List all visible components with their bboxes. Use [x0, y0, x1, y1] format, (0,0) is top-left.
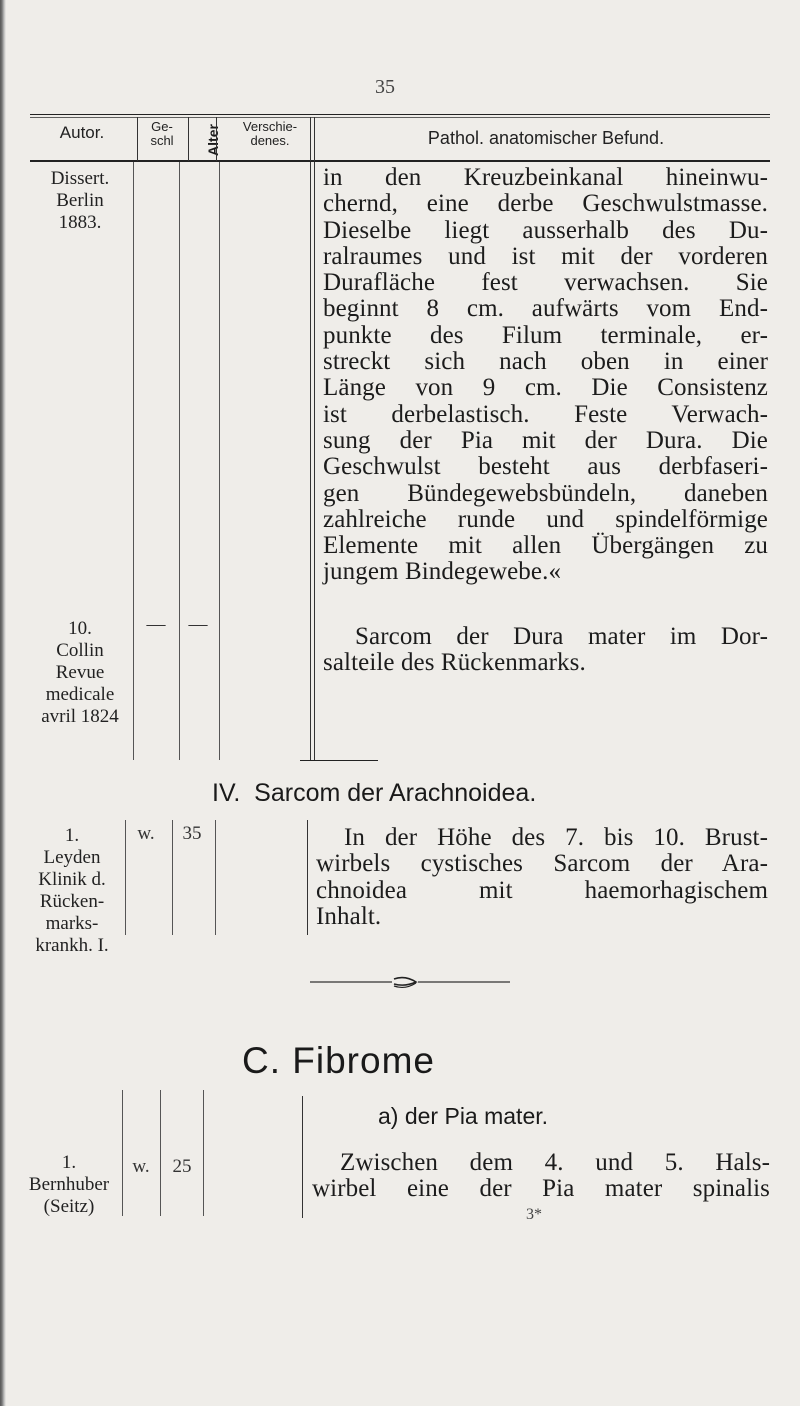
befund-line: streckt sich nach oben in einer — [323, 348, 768, 376]
befund-line: chnoidea mit haemorhagischem — [316, 876, 768, 904]
header-col-divider-4 — [310, 117, 311, 161]
section-iv-heading: IV. Sarcom der Arachnoidea. — [212, 779, 537, 807]
geschlecht-bernhuber: w. — [132, 1156, 150, 1177]
befund-line: Sarcom der Dura mater im Dor- — [355, 623, 768, 650]
geschlecht-collin: — — [146, 614, 166, 635]
row-author-dissert-berlin: Dissert. Berlin 1883. — [50, 168, 110, 233]
header-bottom-rule — [30, 160, 770, 162]
befund-line: zahlreiche runde und spindelförmige — [323, 505, 768, 533]
c-col-divider-3 — [203, 1090, 204, 1216]
befund-line: Zwischen dem 4. und 5. Hals- — [340, 1149, 770, 1176]
alter-leyden: 35 — [182, 823, 202, 844]
befund-line: Inhalt. — [316, 902, 382, 930]
befund-line: gen Bündegewebsbündeln, daneben — [323, 479, 768, 507]
header-col-divider-1 — [137, 117, 138, 161]
page-number: 35 — [375, 76, 395, 98]
befund-line: wirbel eine der Pia mater spinalis — [312, 1175, 770, 1203]
befund-line: sung der Pia mit der Dura. Die — [323, 426, 768, 454]
header-col-divider-3 — [216, 117, 217, 161]
ornamental-divider — [310, 975, 550, 991]
befund-dissert-berlin — [323, 165, 768, 586]
befund-line: Dieselbe liegt ausserhalb des Du- — [323, 216, 768, 244]
table-top-rule — [30, 114, 770, 115]
body-col-divider-3 — [219, 162, 220, 760]
befund-line: punkte des Filum terminale, er- — [323, 321, 768, 349]
c-col-divider-1 — [122, 1090, 123, 1216]
section-end-rule — [300, 760, 378, 761]
befund-line: ralraumes und ist mit der vorderen — [323, 242, 768, 270]
header-col-divider-2 — [188, 117, 189, 161]
header-author: Autor. — [59, 123, 105, 142]
body-col-divider-4 — [310, 162, 311, 760]
iv-col-divider-3 — [215, 820, 216, 935]
befund-bernhuber — [312, 1150, 770, 1203]
row-number-bernhuber: 1. — [61, 1152, 77, 1173]
befund-line: Elemente mit allen Übergängen zu — [323, 532, 768, 560]
befund-line: jungem Bindegewebe.« — [323, 558, 562, 586]
befund-line: salteile des Rückenmarks. — [323, 649, 586, 677]
befund-leyden — [316, 825, 768, 930]
geschlecht-leyden: w. — [137, 823, 155, 844]
befund-line: in den Kreuzbeinkanal hineinwu- — [323, 164, 768, 191]
page-binding-edge — [0, 0, 6, 1406]
befund-line: Länge von 9 cm. Die Consistenz — [323, 374, 768, 402]
body-col-divider-1 — [133, 162, 134, 760]
row-author-collin: Collin Revue medicale avril 1824 — [41, 640, 119, 727]
c-col-divider-4 — [302, 1096, 303, 1218]
header-geschlecht: Ge- schl — [150, 119, 174, 148]
row-number-leyden: 1. — [64, 825, 80, 846]
header-verschiedenes: Verschie- denes. — [242, 119, 298, 148]
befund-line: wirbels cystisches Sarcom der Ara- — [316, 850, 768, 878]
iv-col-divider-4 — [307, 820, 308, 935]
body-col-divider-2 — [179, 162, 180, 760]
c-col-divider-2 — [160, 1090, 161, 1216]
row-author-bernhuber: Bernhuber (Seitz) — [28, 1174, 110, 1217]
alter-bernhuber: 25 — [172, 1156, 192, 1177]
row-number-collin: 10. — [68, 618, 92, 639]
befund-line: chernd, eine derbe Geschwulstmasse. — [323, 190, 768, 218]
befund-line: beginnt 8 cm. aufwärts vom End- — [323, 295, 768, 323]
table-top-rule-2 — [30, 117, 770, 118]
header-alter: Alter — [205, 124, 221, 156]
befund-line: Geschwulst besteht aus derbfaseri- — [323, 453, 768, 481]
befund-line: Durafläche fest verwachsen. Sie — [323, 269, 768, 297]
section-c-subheading: a) der Pia mater. — [378, 1103, 549, 1129]
section-c-heading: C. Fibrome — [242, 1040, 435, 1081]
befund-line: In der Höhe des 7. bis 10. Brust- — [344, 824, 768, 851]
body-col-divider-5 — [314, 162, 315, 760]
befund-line: ist derbelastisch. Feste Verwach- — [323, 400, 768, 428]
signature-mark: 3* — [526, 1206, 542, 1223]
alter-collin: — — [188, 614, 208, 635]
header-col-divider-5 — [314, 117, 315, 161]
header-befund: Pathol. anatomischer Befund. — [427, 128, 665, 148]
row-author-leyden: Leyden Klinik d. Rücken- marks- krankh. I. — [35, 847, 109, 956]
befund-collin — [323, 624, 768, 677]
